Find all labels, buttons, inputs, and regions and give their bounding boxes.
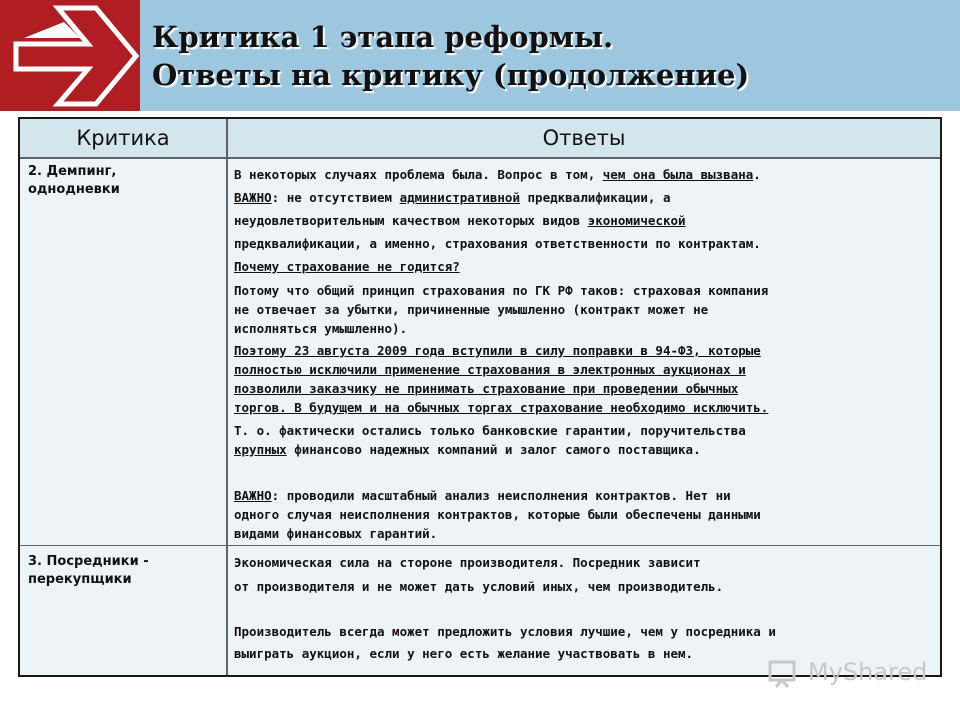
- answer-group-5: [234, 486, 934, 543]
- text: В некоторых случаях проблема была. Вопрос в том,: [234, 167, 603, 182]
- right-arrow-icon: [0, 0, 140, 111]
- watermark: [768, 656, 948, 692]
- page-title: [152, 18, 952, 94]
- criticism-line: 3. Посредники -: [28, 554, 149, 569]
- answer-line: полностью исключили применение страхования в электронных аукционах и: [234, 362, 746, 377]
- underlined-text: чем она была вызвана: [602, 167, 754, 182]
- criticism-dumping: [28, 163, 218, 199]
- text: неудовлетворительным качеством некоторых видов: [234, 213, 588, 228]
- criticism-line: однодневки: [28, 182, 120, 197]
- important-label: ВАЖНО: [234, 488, 272, 503]
- answer-group-3: [234, 341, 934, 417]
- title-line-1: Критика 1 этапа реформы.: [152, 20, 614, 54]
- text: .: [753, 167, 761, 182]
- answer-line: [234, 440, 934, 459]
- answer-group-1: [234, 163, 934, 278]
- logo-arrow: [0, 0, 140, 111]
- answer-line: от производителя и не может дать условий иных, чем производитель.: [234, 579, 724, 594]
- answer-line: [234, 163, 934, 186]
- answer-line: Поэтому 23 августа 2009 года вступили в силу поправки в 94-ФЗ, которые: [234, 343, 761, 358]
- underlined-text: административной: [399, 190, 520, 205]
- underlined-text: экономической: [587, 213, 686, 228]
- answer-line: исполняться умышленно).: [234, 321, 408, 336]
- answer-line: одного случая неисполнения контрактов, которые были обеспечены данными: [234, 507, 761, 522]
- header-answers: Ответы: [542, 126, 626, 150]
- text: : не отсутствием: [271, 190, 400, 205]
- criticism-resellers: [28, 553, 218, 589]
- watermark-text: MyShared: [808, 658, 928, 686]
- answer-line: не отвечает за убытки, причиненные умышленно (контракт может не: [234, 302, 709, 317]
- underlined-text: крупных: [234, 442, 287, 457]
- criticism-line: перекупщики: [28, 572, 132, 587]
- text: финансово надежных компаний и залог самого поставщика.: [286, 442, 701, 457]
- text: предквалификации, а: [520, 190, 671, 205]
- answer-line: предквалификации, а именно, страхования ответственности по контрактам.: [234, 236, 761, 251]
- title-line-2: Ответы на критику (продолжение): [152, 58, 750, 92]
- answer-line: Т. о. фактически остались только банковские гарантии, поручительства: [234, 423, 746, 438]
- answer-line: Потому что общий принцип страхования по ГК РФ таков: страховая компания: [234, 283, 769, 298]
- answer-group-6: [234, 551, 934, 599]
- answer-question: Почему страхование не годится?: [234, 259, 460, 274]
- answer-line: [234, 486, 934, 505]
- header-criticism: Критика: [76, 126, 170, 150]
- answer-line: Экономическая сила на стороне производителя. Посредник зависит: [234, 555, 701, 570]
- column-divider: [226, 119, 228, 675]
- important-label: ВАЖНО: [234, 190, 272, 205]
- answer-line: Производитель всегда может предложить условия лучшие, чем у посредника и: [234, 624, 776, 639]
- answer-group-4: [234, 421, 934, 459]
- answer-line: [234, 186, 934, 209]
- answer-line: видами финансовых гарантий.: [234, 526, 438, 541]
- answer-line: позволили заказчику не принимать страхование при проведении обычных: [234, 381, 739, 396]
- answer-line: торгов. В будущем и на обычных торгах страхование необходимо исключить.: [234, 400, 769, 415]
- answer-line: выиграть аукцион, если у него есть желание участвовать в нем.: [234, 646, 694, 661]
- table-header-row: [20, 119, 940, 159]
- reform-table: [18, 117, 942, 677]
- presentation-icon: [768, 660, 800, 688]
- answer-group-2: [234, 281, 934, 338]
- text: : проводили масштабный анализ неисполнения контрактов. Нет ни: [271, 488, 731, 503]
- criticism-line: 2. Демпинг,: [28, 164, 117, 179]
- row-separator: [20, 545, 940, 546]
- answer-line: [234, 209, 934, 232]
